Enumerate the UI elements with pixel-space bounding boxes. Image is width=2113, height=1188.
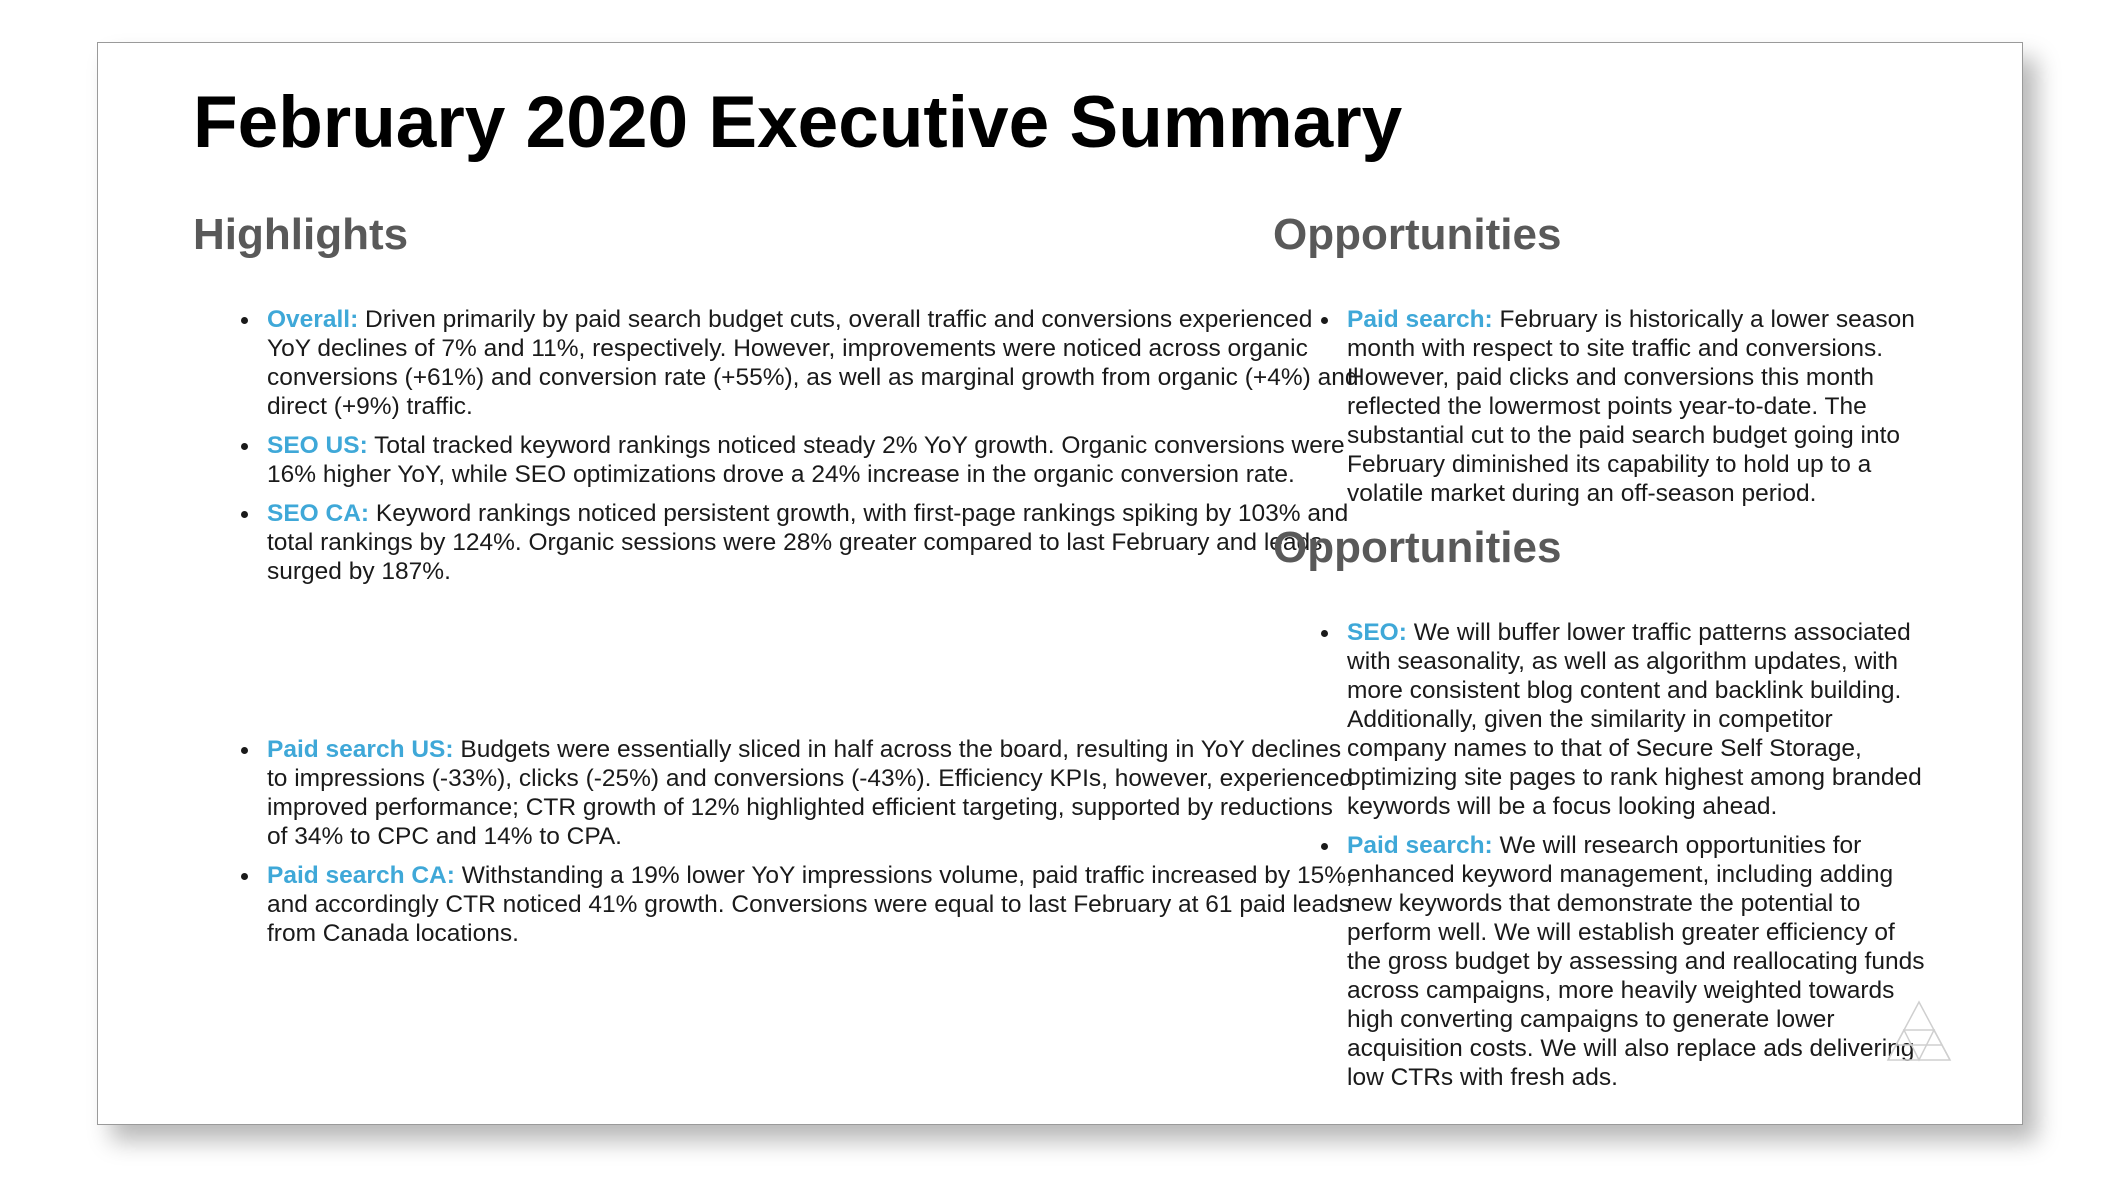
highlight-text: Total tracked keyword rankings noticed steady 2% YoY growth. Organic conversions were 16% higher YoY, while SEO optimizations drove a 24% increase in the organic conversion rate. — [267, 432, 1345, 488]
opportunities-heading-1: Opportunities — [1273, 210, 1562, 259]
highlight-label: Paid search US: — [267, 736, 454, 763]
highlight-item-paid-search-us — [219, 735, 1359, 851]
highlight-text: Keyword rankings noticed persistent growth, with first-page rankings spiking by 103% and total rankings by 124%. Organic sessions were 28% greater compared to last February and leads surged by 187%. — [267, 500, 1349, 585]
highlights-list-top — [219, 305, 1359, 596]
opportunities-list-1 — [1299, 305, 1929, 518]
highlights-heading: Highlights — [193, 210, 409, 259]
opportunity-item-paid-search-2 — [1299, 831, 1929, 1092]
slide — [97, 42, 2023, 1125]
opportunities-heading-2: Opportunities — [1273, 523, 1562, 572]
highlight-item-overall — [219, 305, 1359, 421]
opportunity-text: We will buffer lower traffic patterns associated with seasonality, as well as algorithm updates, with more consistent blog content and backlink building. Additionally, given the similarity in competitor company names to that of Secure Self Storage, optimizing site pages to rank highest among branded keywords will be a focus looking ahead. — [1347, 619, 1922, 820]
opportunity-label: Paid search: — [1347, 306, 1493, 333]
highlight-label: SEO CA: — [267, 500, 370, 527]
page-title: February 2020 Executive Summary — [193, 82, 1403, 163]
highlight-label: Paid search CA: — [267, 862, 455, 889]
opportunity-label: SEO: — [1347, 619, 1407, 646]
highlight-text: Withstanding a 19% lower YoY impressions volume, paid traffic increased by 15%, and accordingly CTR noticed 41% growth. Conversions were equal to last February at 61 paid leads from Canada locations. — [267, 862, 1353, 947]
logo-watermark-icon — [1884, 998, 1954, 1068]
highlight-label: SEO US: — [267, 432, 368, 459]
highlight-label: Overall: — [267, 306, 359, 333]
opportunities-list-2 — [1299, 618, 1929, 1102]
highlight-item-seo-ca — [219, 499, 1359, 586]
highlights-list-bottom — [219, 735, 1359, 958]
highlight-item-paid-search-ca — [219, 861, 1359, 948]
highlight-text: Budgets were essentially sliced in half across the board, resulting in YoY declines to impressions (-33%), clicks (-25%) and conversions (-43%). Efficiency KPIs, however, experienced improved performance; CTR growth of 12% highlighted efficient targeting, supported by reductions of 34% to CPC and 14% to CPA. — [267, 736, 1354, 850]
highlight-text: Driven primarily by paid search budget cuts, overall traffic and conversions experienced YoY declines of 7% and 11%, respectively. However, improvements were noticed across organic conversions (+61%) and conversion rate (+55%), as well as marginal growth from organic (+4%) and direct (+9%) traffic. — [267, 306, 1359, 420]
opportunity-label: Paid search: — [1347, 832, 1493, 859]
opportunity-item-seo — [1299, 618, 1929, 821]
opportunity-item-paid-search — [1299, 305, 1929, 508]
opportunity-text: February is historically a lower season month with respect to site traffic and conversions. However, paid clicks and conversions this month reflected the lowermost points year-to-date. The substantial cut to the paid search budget going into February diminished its capability to hold up to a volatile market during an off-season period. — [1347, 306, 1915, 507]
opportunity-text: We will research opportunities for enhanced keyword management, including adding new keywords that demonstrate the potential to perform well. We will establish greater efficiency of the gross budget by assessing and reallocating funds across campaigns, more heavily weighted towards high converting campaigns to generate lower acquisition costs. We will also replace ads delivering low CTRs with fresh ads. — [1347, 832, 1925, 1091]
highlight-item-seo-us — [219, 431, 1359, 489]
